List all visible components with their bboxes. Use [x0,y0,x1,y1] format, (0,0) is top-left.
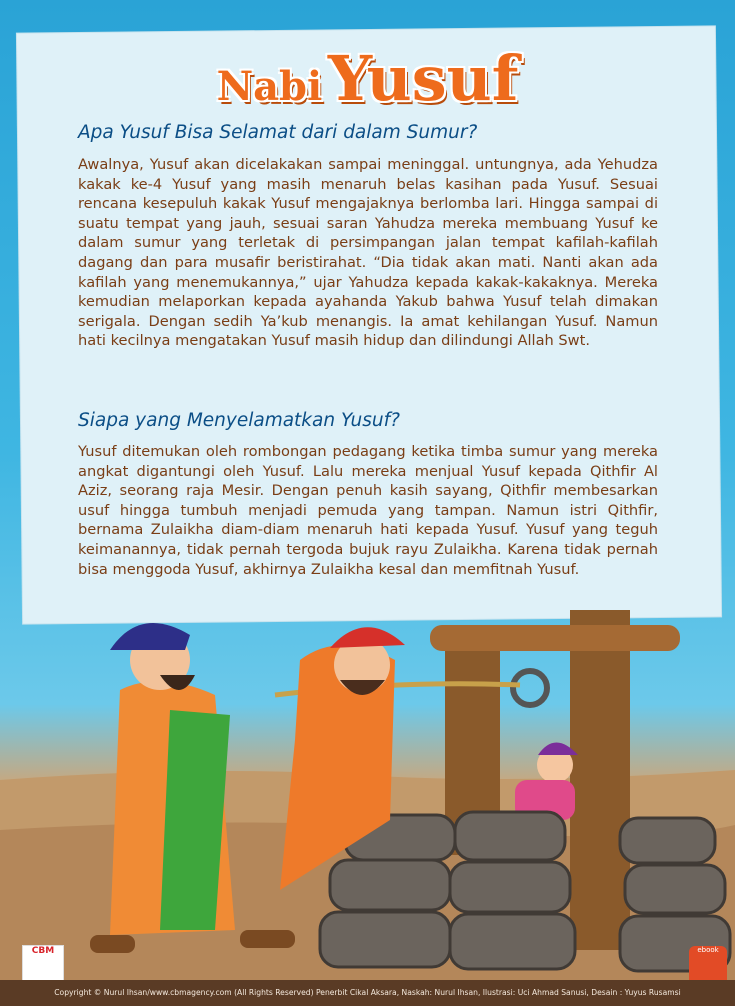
publisher-logo-text: CBM [31,946,55,956]
section-body-1: Awalnya, Yusuf akan dicelakakan sampai meninggal. untungnya, ada Yehudza kakak ke-4 Yusuf yang masih menaruh belas kasihan pada Yusuf. Sesuai rencana kesepuluh kakak Yusuf mengajaknya berlomba lari. Hingga sampai di suatu tempat yang jauh, sesuai saran Yahudza mereka membuang Yusuf ke dalam sumur yang terletak di persimpangan jalan tempat kafilah-kafilah dagang dan para musafir beristirahat. “Dia tidak akan mati. Nanti akan ada kafilah yang menemukannya,” ujar Yahudza kepada kakak-kakaknya. Mereka kemudian melaporkan kepada ayahanda Yakub bahwa Yusuf telah dimakan serigala. Dengan sedih Ya’kub menangis. Ia amat kehilangan Yusuf. Namun hati kecilnya mengatakan Yusuf masih hidup dan dilindungi Allah Swt. [78,156,658,350]
title-name: Yusuf [327,42,519,115]
title-prefix: Nabi [216,63,323,110]
copyright-footer: Copyright © Nurul Ihsan/www.cbmagency.com (All Rights Reserved) Penerbit Cikal Aksara, Naskah: Nurul Ihsan, Ilustrasi: Uci Ahmad Sanusi, Desain : Yuyus Rusamsi [0,980,735,1006]
section-heading-1: Apa Yusuf Bisa Selamat dari dalam Sumur? [78,122,478,143]
well-illustration [0,590,735,982]
ebook-logo-text: ebook [697,946,719,954]
section-heading-2: Siapa yang Menyelamatkan Yusuf? [78,410,400,431]
section-body-2: Yusuf ditemukan oleh rombongan pedagang ketika timba sumur yang mereka angkat digantungi oleh Yusuf. Lalu mereka menjual Yusuf kepada Qithfir Al Aziz, seorang raja Mesir. Dengan penuh kasih sayang, Qithfir membesarkan usuf hingga tumbuh menjadi pemuda yang tampan. Namun istri Qithfir, bernama Zulaikha diam-diam menaruh hati kepada Yusuf. Yusuf yang teguh keimanannya, tidak pernah tergoda bujuk rayu Zulaikha. Karena tidak pernah bisa menggoda Yusuf, akhirnya Zulaikha kesal dan memfitnah Yusuf. [78,443,658,578]
page-title [0,42,735,115]
